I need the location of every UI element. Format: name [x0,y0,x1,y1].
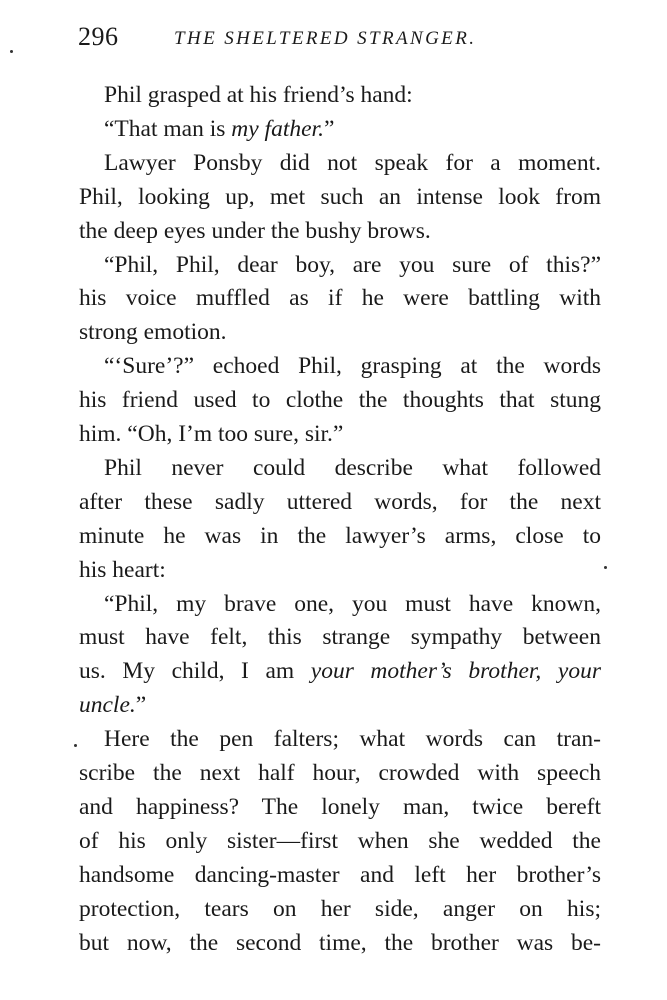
text-line [104,451,601,485]
body-text: Phil, looking up, met such an intense look from [79,183,601,210]
text-line [79,417,343,451]
text-line [79,892,601,926]
text-line [79,654,601,688]
body-text: handsome dancing-master and left her brother’s [79,861,601,888]
text-line [79,620,601,654]
text-line [79,926,601,960]
text-line [104,78,413,112]
text-line [104,146,601,180]
italic-text: uncle. [79,692,136,719]
body-text: but now, the second time, the brother was be- [79,929,601,956]
body-text: Lawyer Ponsby did not speak for a moment. [104,149,601,176]
text-line [79,383,601,417]
body-text: his heart: [79,556,166,583]
body-text: “‘Sure’?” echoed Phil, grasping at the words [104,353,601,380]
text-line [104,587,601,621]
body-text: ” [135,692,147,719]
body-text: “Phil, my brave one, you must have known, [104,590,601,617]
body-text: Phil grasped at his friend’s hand: [104,82,413,108]
body-text: of his only sister—first when she wedded the [79,827,601,854]
text-line [79,858,601,892]
text-line [79,756,601,790]
body-text: and happiness? The lonely man, twice bereft [79,793,601,820]
body-text: “Phil, Phil, dear boy, are you sure of this?” [104,251,601,278]
page-header [78,22,602,56]
text-line [104,248,601,282]
body-text: him. “Oh, I’m too sure, sir.” [79,421,344,447]
body-text: the deep eyes under the bushy brows. [79,217,431,244]
body-text: Phil never could describe what followed [104,454,601,481]
print-speck [10,50,13,53]
text-line [104,722,601,756]
body-text: must have felt, this strange sympathy between [79,624,601,651]
text-line [104,112,334,146]
body-text: his friend used to clothe the thoughts that stung [79,387,601,414]
text-line [79,485,601,519]
text-line [104,349,601,383]
running-head: THE SHELTERED STRANGER. [174,28,477,49]
body-text: minute he was in the lawyer’s arms, close to [79,522,601,549]
text-line [79,790,601,824]
body-text: scribe the next half hour, crowded with speech [79,760,601,786]
text-line [79,824,601,858]
body-text: his voice muffled as if he were battling with [79,285,601,312]
print-speck [604,566,607,569]
text-line [79,180,601,214]
print-speck [74,744,77,747]
body-text: us. My child, I am [79,658,311,685]
text-line [79,315,227,349]
body-text: Here the pen falters; what words can tran- [104,726,601,753]
text-line [79,688,146,722]
text-line [79,553,166,587]
page-number: 296 [78,22,119,51]
body-text: strong emotion. [79,319,227,346]
body-text: protection, tears on her side, anger on his; [79,895,601,922]
body-text: after these sadly uttered words, for the next [79,488,601,515]
italic-text: my father. [231,115,324,142]
body-text: ” [323,115,335,142]
body-text: “That man is [104,115,232,142]
text-line [79,281,601,315]
text-line [79,214,431,248]
italic-text: your mother’s brother, your [310,658,601,685]
text-line [79,519,601,553]
